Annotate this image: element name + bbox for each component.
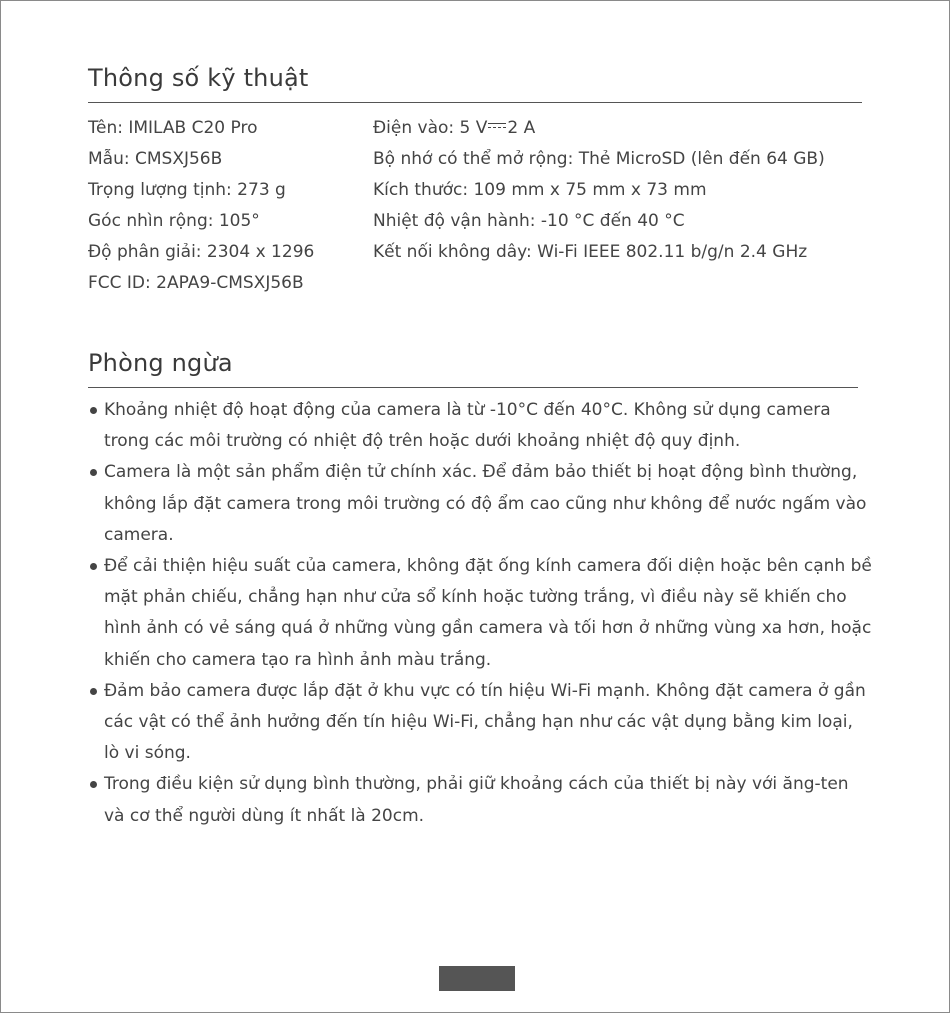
spec-resolution: Độ phân giải: 2304 x 1296 <box>88 242 315 262</box>
precautions-list <box>88 395 873 832</box>
spec-dimensions: Kích thước: 109 mm x 75 mm x 73 mm <box>373 180 707 200</box>
spec-operating-temperature: Nhiệt độ vận hành: -10 °C đến 40 °C <box>373 211 685 231</box>
precautions-divider <box>88 387 858 388</box>
specs-right-column <box>373 113 825 268</box>
spec-input-suffix: 2 A <box>507 118 536 138</box>
bullet-icon <box>90 469 97 476</box>
spec-net-weight: Trọng lượng tịnh: 273 g <box>88 180 286 200</box>
spec-name: Tên: IMILAB C20 Pro <box>88 118 258 138</box>
precautions-heading: Phòng ngừa <box>88 349 233 377</box>
specs-heading: Thông số kỹ thuật <box>88 64 309 92</box>
dc-current-icon <box>488 121 506 131</box>
spec-input <box>373 113 825 144</box>
specs-left-column <box>88 113 314 299</box>
page-number-box <box>439 966 515 991</box>
spec-fcc-id: FCC ID: 2APA9-CMSXJ56B <box>88 273 304 293</box>
specs-divider <box>88 102 862 103</box>
precaution-item <box>88 676 873 770</box>
precaution-text: Đảm bảo camera được lắp đặt ở khu vực có tín hiệu Wi-Fi mạnh. Không đặt camera ở gần các vật có thể ảnh hưởng đến tín hiệu Wi-Fi, chẳng hạn như các vật dụng bằng kim loại, lò vi sóng. <box>104 680 866 764</box>
precaution-item <box>88 551 873 676</box>
precaution-item <box>88 457 873 551</box>
precaution-text: Camera là một sản phẩm điện tử chính xác. Để đảm bảo thiết bị hoạt động bình thường, không lắp đặt camera trong môi trường có độ ẩm cao cũng như không để nước ngấm vào camera. <box>104 462 867 545</box>
precaution-item <box>88 769 873 831</box>
spec-input-prefix: Điện vào: 5 V <box>373 118 488 138</box>
spec-storage: Bộ nhớ có thể mở rộng: Thẻ MicroSD (lên đến 64 GB) <box>373 149 825 169</box>
bullet-icon <box>90 781 97 788</box>
precaution-text: Để cải thiện hiệu suất của camera, không đặt ống kính camera đối diện hoặc bên cạnh bề mặt phản chiếu, chẳng hạn như cửa sổ kính hoặc tường trắng, vì điều này sẽ khiến cho hình ảnh có vẻ sáng quá ở những vùng gần camera và tối hơn ở những vùng xa hơn, hoặc khiến cho camera tạo ra hình ảnh màu trắng. <box>104 556 872 670</box>
precaution-text: Trong điều kiện sử dụng bình thường, phải giữ khoảng cách của thiết bị này với ăng-ten và cơ thể người dùng ít nhất là 20cm. <box>104 774 849 826</box>
bullet-icon <box>90 407 97 414</box>
spec-model: Mẫu: CMSXJ56B <box>88 149 223 169</box>
spec-wireless: Kết nối không dây: Wi-Fi IEEE 802.11 b/g/n 2.4 GHz <box>373 242 808 262</box>
spec-field-of-view: Góc nhìn rộng: 105° <box>88 211 260 231</box>
precaution-item <box>88 395 873 457</box>
bullet-icon <box>90 688 97 695</box>
precaution-text: Khoảng nhiệt độ hoạt động của camera là từ -10°C đến 40°C. Không sử dụng camera trong các môi trường có nhiệt độ trên hoặc dưới khoảng nhiệt độ quy định. <box>104 400 831 452</box>
bullet-icon <box>90 563 97 570</box>
